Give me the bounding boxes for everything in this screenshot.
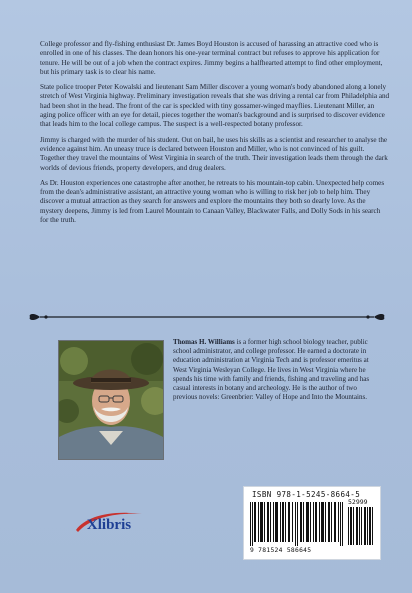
barcode-addon-bars: [348, 507, 374, 545]
author-bio-text: is a former high school biology teacher, public school administrator, and college professor. He earned a doctorate in education administration at Virginia Tech and is professor emeritus at West Virginia Wesleyan College. He lives in West Virginia where he spends his time with family and friends, fishing and traveling and has casual interests in botany and archeology. He is the author of two previous novels: Greenbrier: Valley of Hope and Into the Mountains.: [173, 338, 370, 402]
xlibris-logo-text: Xlibris: [86, 517, 132, 533]
isbn-barcode: [243, 486, 381, 560]
barcode-addon-label: 52999: [348, 498, 368, 506]
barcode-bars: [250, 502, 344, 546]
blurb-paragraph-3: Jimmy is charged with the murder of his student. Out on bail, he uses his skills as a scientist and researcher to analyse the evidence against him. An uneasy truce is declared between Houston and Miller, who is not convinced of his guilt. Together they travel the mountains of West Virginia in search of the truth. Their investigation leads them through the dark worlds of devious friends, property developers, and drug dealers.: [40, 135, 388, 172]
xlibris-logo: [72, 506, 146, 536]
isbn-label: ISBN 978-1-5245-8664-5: [252, 490, 361, 499]
author-name: Thomas H. Williams: [173, 338, 235, 346]
blurb-paragraph-1: College professor and fly-fishing enthusiast Dr. James Boyd Houston is accused of harassing an attractive coed who is enrolled in one of his classes. The dean honors his one-year terminal contract but refuses to approve his application for tenure. He will be out of a job when the contract expires. Jimmy begins a halfhearted attempt to find other employment, but his primary task is to clear his name.: [40, 40, 383, 76]
book-blurb: [40, 40, 390, 231]
ornamental-divider: [26, 311, 388, 323]
barcode-digits: 9 781524 586645: [250, 547, 312, 554]
blurb-paragraph-2: State police trooper Peter Kowalski and lieutenant Sam Miller discover a young woman's body abandoned along a lonely stretch of West Virginia highway. Preliminary investigation reveals that she was driving a rental car from Philadelphia and had been shot in the head. The front of the car is speckled with tiny gossamer-winged mayflies. Lieutenant Miller, an aging police officer with an eye for detail, pieces together the woman's background and is surprised to discover evidence that leads him to the local college campus. The suspect is a well-respected botany professor.: [40, 83, 390, 129]
author-bio: [173, 338, 378, 402]
blurb-paragraph-4: As Dr. Houston experiences one catastrophe after another, he retreats to his mountain-top cabin. Unexpected help comes from the dean's administrative assistant, an attractive young woman who is willing to risk her job to help him. They discover a mutual attraction as they search for answers and explore the mountains they both so dearly love. As the mystery deepens, Jimmy is led from Laurel Mountain to Canaan Valley, Blackwater Falls, and Dolly Sods in his search for the truth.: [40, 178, 385, 225]
author-photo: [58, 340, 164, 460]
